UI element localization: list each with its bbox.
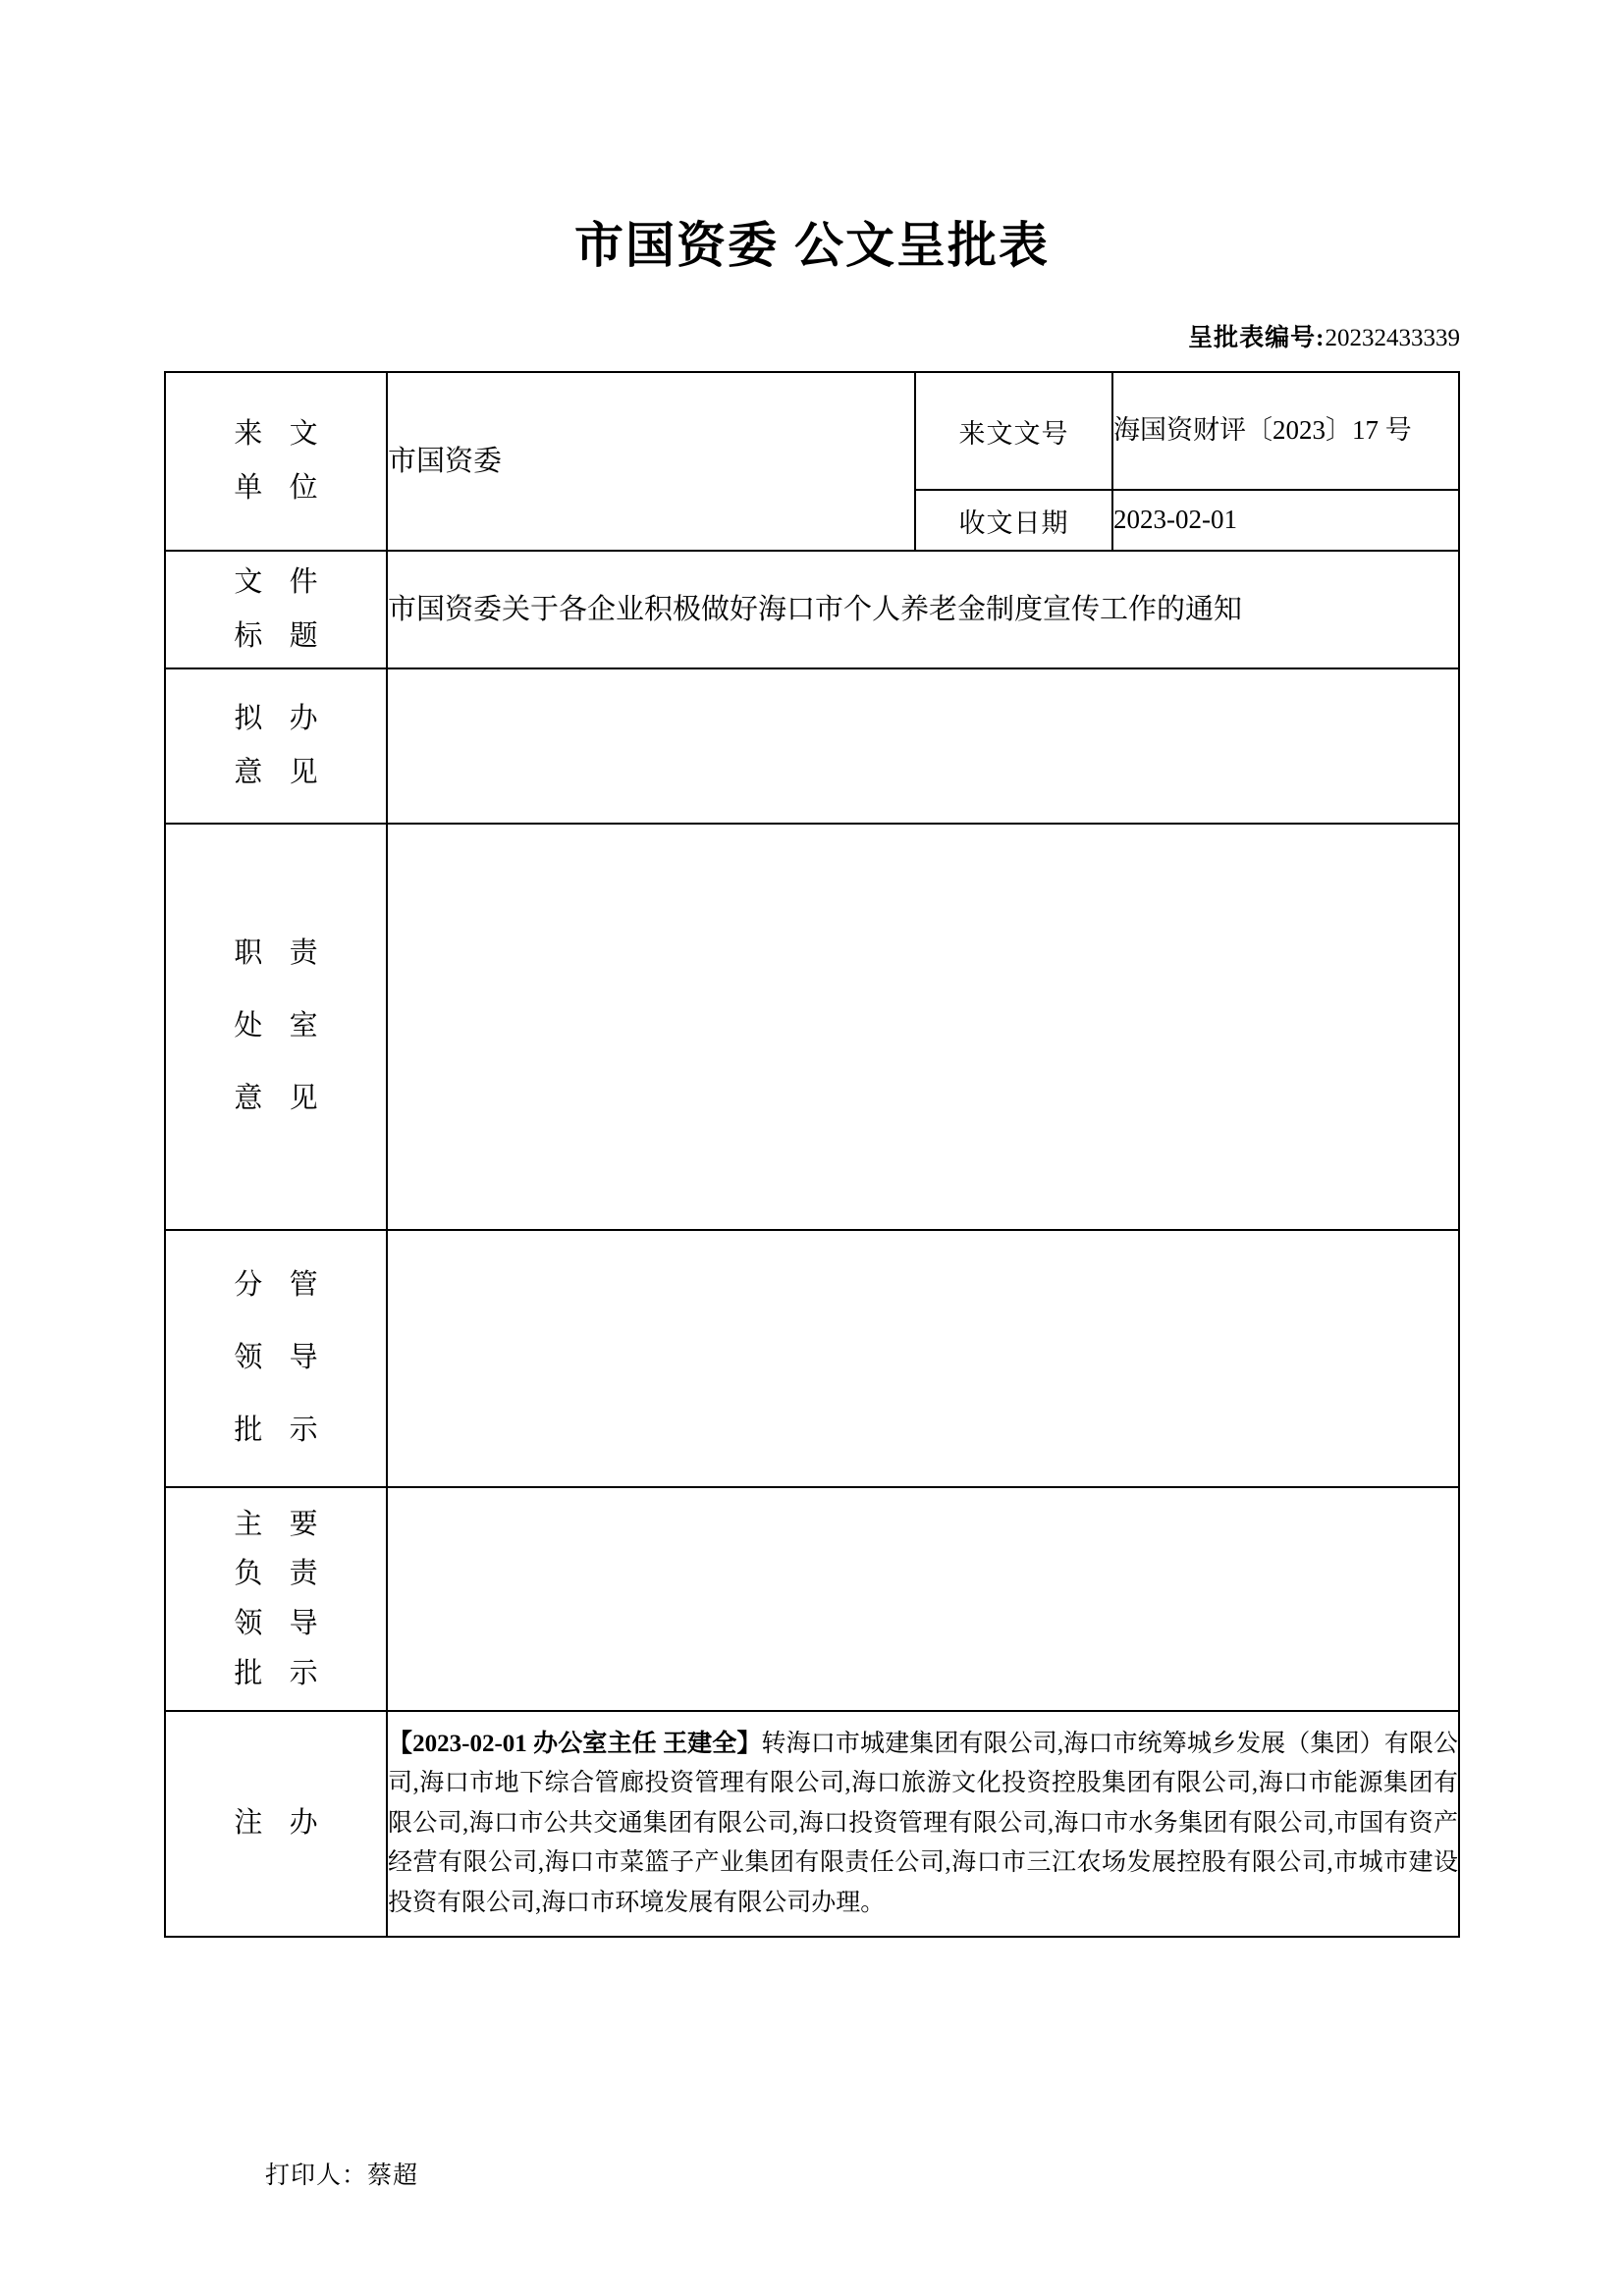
row-label-handling-note: 注 办 [165,1711,387,1937]
row-label-chief-leader-line1: 主 要 [234,1508,328,1540]
row-label-chief-leader-line4: 批 示 [234,1657,328,1689]
handling-note-bracket: 【2023-02-01 办公室主任 王建全】 [388,1730,762,1757]
cell-receive-date-value[interactable] [1112,490,1458,550]
page-title: 市国资委 公文呈批表 [574,218,1050,273]
table-row-proposed-opinion [165,668,1459,824]
serial-number-label: 呈批表编号: [1188,325,1326,351]
table-row-receive-date [916,490,1458,550]
row-label-department-opinion [165,824,387,1230]
doc-number-value: 海国资财评〔2023〕17 号 [1113,415,1412,446]
cell-doc-title-value[interactable] [387,551,1459,668]
row-label-proposed-opinion-line1: 拟 办 [234,702,328,734]
row-label-chief-leader-instruction [165,1487,387,1711]
cell-deputy-leader-instruction-value[interactable] [387,1230,1459,1487]
row-label-proposed-opinion [165,668,387,824]
table-row-department-opinion [165,824,1459,1230]
cell-department-opinion-value[interactable] [387,824,1459,1230]
table-row-doc-title [165,551,1459,668]
serial-number-value: 20232433339 [1325,325,1460,351]
row-label-deputy-leader-line3: 批 示 [234,1414,328,1446]
row-label-deputy-leader-line2: 领 导 [234,1342,328,1374]
doc-meta-table [916,373,1458,550]
cell-source-unit-value[interactable] [387,372,915,551]
table-row-source-unit [165,372,1459,551]
row-label-department-opinion-line3: 意 见 [234,1082,328,1114]
row-label-chief-leader-line2: 负 责 [234,1558,328,1590]
row-label-source-unit [165,372,387,551]
receive-date-value: 2023-02-01 [1113,505,1237,535]
cell-handling-note-value[interactable] [387,1711,1459,1937]
table-row-chief-leader-instruction [165,1487,1459,1711]
serial-number-line [1188,324,1460,353]
row-label-deputy-leader-line1: 分 管 [234,1269,328,1302]
row-label-deputy-leader-instruction [165,1230,387,1487]
cell-proposed-opinion-value[interactable] [387,668,1459,824]
row-label-source-unit-line1: 来 文 [234,417,328,450]
doc-title-value: 市国资委关于各企业积极做好海口市个人养老金制度宣传工作的通知 [388,593,1243,625]
printed-by-footer: 打印人：蔡超 [265,2163,419,2189]
table-row-deputy-leader-instruction [165,1230,1459,1487]
row-label-receive-date: 收文日期 [916,490,1112,550]
table-row-doc-number [916,373,1458,490]
table-row-handling-note [165,1711,1459,1937]
row-label-department-opinion-line1: 职 责 [234,937,328,970]
row-label-department-opinion-line2: 处 室 [234,1010,328,1042]
cell-doc-number-value[interactable] [1112,373,1458,490]
row-label-doc-title-line2: 标 题 [234,620,328,652]
row-label-proposed-opinion-line2: 意 见 [234,757,328,788]
cell-doc-meta-group [915,372,1459,551]
handling-note-body: 转海口市城建集团有限公司,海口市统筹城乡发展（集团）有限公司,海口市地下综合管廊投资管理有限公司,海口旅游文化投资控股集团有限公司,海口市能源集团有限公司,海口市公共交通集团有限公司,海口投资管理有限公司,海口市水务集团有限公司,市国有资产经营有限公司,海口市菜篮子产业集团有限责任公司,海口市三江农场发展控股有限公司,市城市建设投资有限公司,海口市环境发展有限公司办理。 [388,1730,1458,1916]
approval-form-table [164,371,1460,1938]
row-label-doc-number: 来文文号 [916,373,1112,490]
row-label-chief-leader-line3: 领 导 [234,1608,328,1639]
cell-chief-leader-instruction-value[interactable] [387,1487,1459,1711]
row-label-doc-title [165,551,387,668]
row-label-source-unit-line2: 单 位 [234,472,328,504]
row-label-doc-title-line1: 文 件 [234,565,328,598]
source-unit-value: 市国资委 [388,445,503,477]
